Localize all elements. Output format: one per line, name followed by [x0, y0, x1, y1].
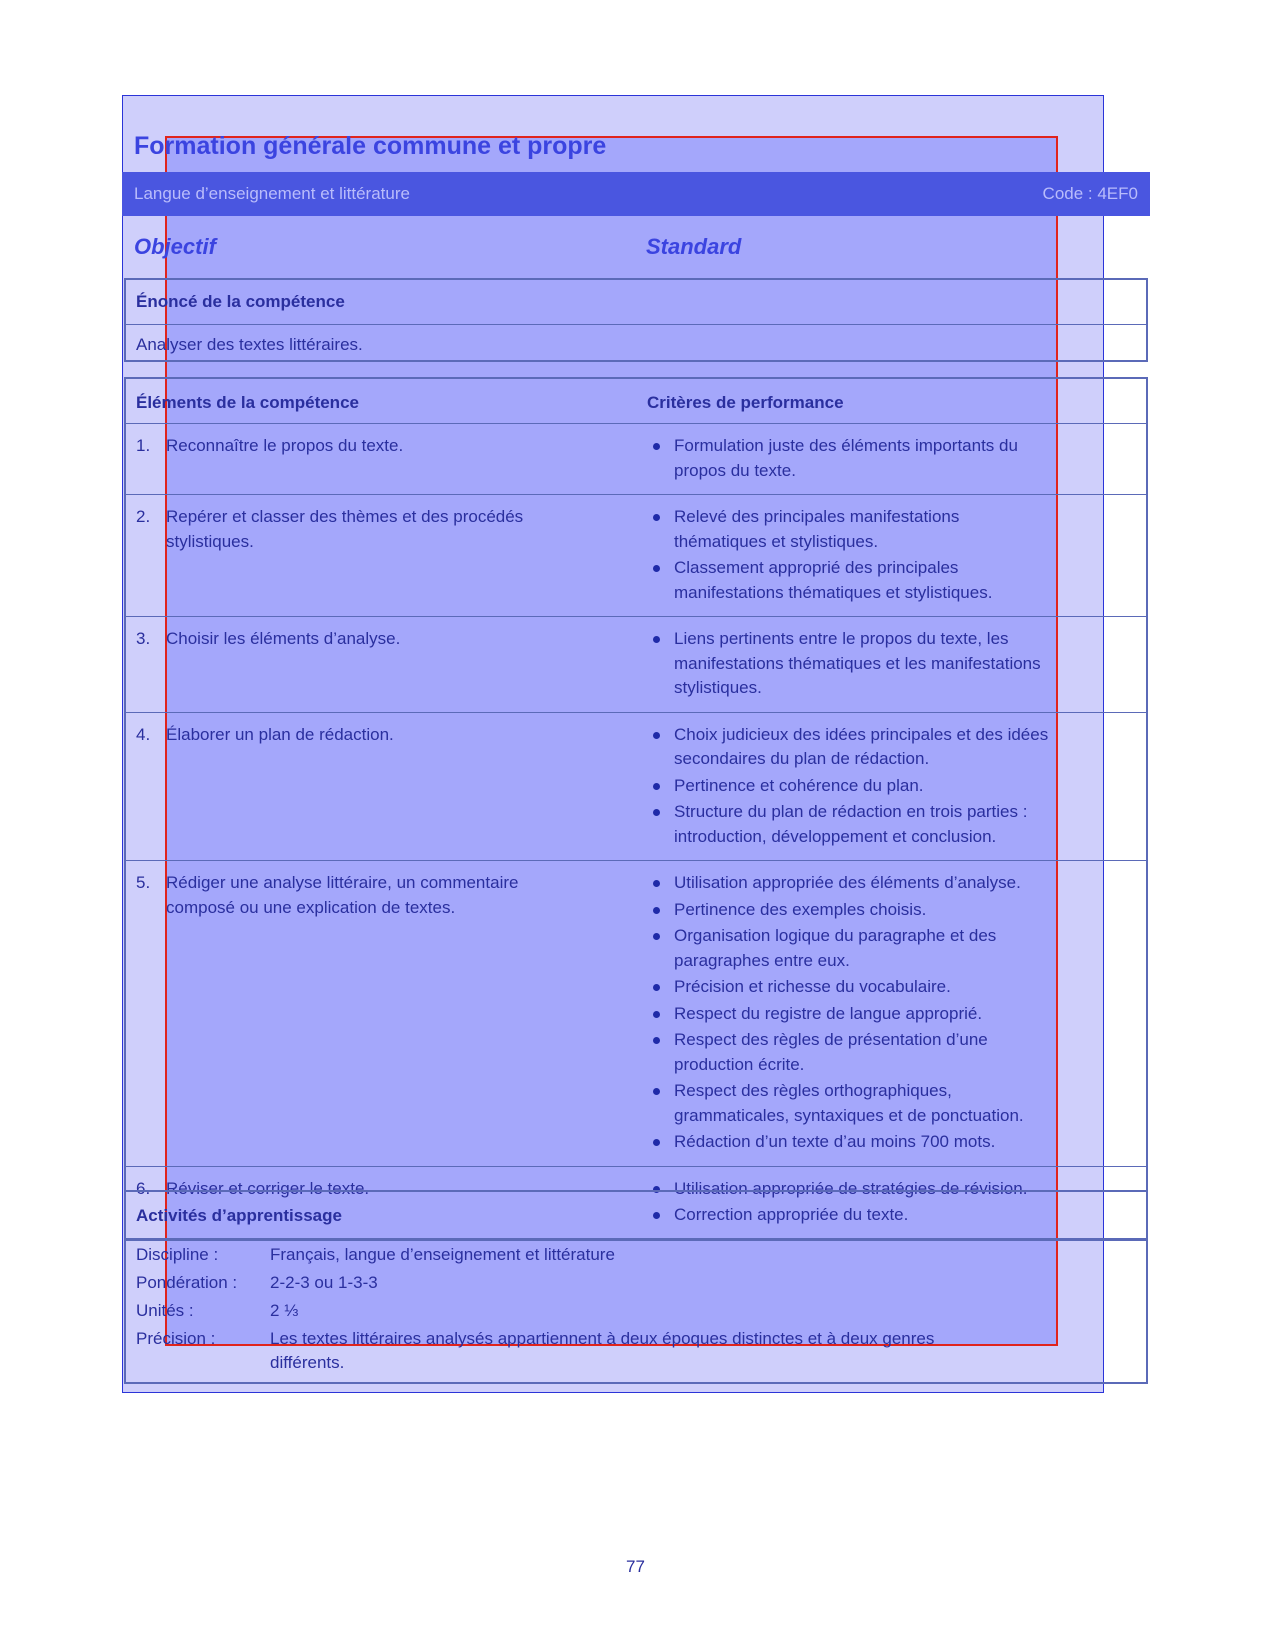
competence-heading: Énoncé de la compétence: [136, 292, 345, 311]
criterion-text: Structure du plan de rédaction en trois parties :: [674, 802, 1028, 821]
weighting-label: Pondération :: [136, 1273, 238, 1292]
criterion-text: paragraphes entre eux.: [674, 950, 850, 970]
criterion-text: Utilisation appropriée des éléments d’analyse.: [674, 873, 1021, 892]
criterion-text: thématiques et stylistiques.: [674, 531, 879, 551]
element-text: Repérer et classer des thèmes et des procédés: [166, 507, 524, 526]
table-row: [126, 860, 1146, 1167]
element-text: Rédiger une analyse littéraire, un commentaire: [166, 873, 519, 892]
criterion-text: Rédaction d’un texte d’au moins 700 mots.: [674, 1132, 996, 1151]
objective-heading: Objectif: [134, 234, 216, 259]
bullet-icon: [653, 783, 660, 790]
course-bar: [122, 172, 1150, 216]
bullet-icon: [653, 732, 660, 739]
criterion-text: secondaires du plan de rédaction.: [674, 749, 930, 768]
weighting-value: 2-2-3 ou 1-3-3: [270, 1273, 378, 1292]
criterion-text: Formulation juste des éléments importants du: [674, 436, 1018, 455]
units-label: Unités :: [136, 1301, 194, 1320]
course-name: Langue d’enseignement et littérature: [134, 184, 410, 203]
standard-heading: Standard: [646, 234, 742, 259]
table-row: [126, 616, 1146, 713]
criterion-text: grammaticales, syntaxiques et de ponctuation.: [674, 1105, 1024, 1125]
criterion-text: Précision et richesse du vocabulaire.: [674, 977, 951, 996]
bullet-icon: [653, 1011, 660, 1018]
element-text: Choisir les éléments d’analyse.: [166, 629, 401, 648]
course-code: Code : 4EF0: [1042, 184, 1138, 203]
element-text: Élaborer un plan de rédaction.: [166, 724, 394, 744]
bullet-icon: [653, 809, 660, 816]
page-number: 77: [626, 1557, 645, 1576]
criterion-text: manifestations thématiques et stylistiques.: [674, 582, 993, 602]
competence-box: [124, 278, 1148, 362]
criterion-text: Pertinence et cohérence du plan.: [674, 775, 924, 795]
criterion-text: production écrite.: [674, 1054, 805, 1074]
bullet-icon: [653, 1088, 660, 1095]
bullet-icon: [653, 514, 660, 521]
criterion-text: Pertinence des exemples choisis.: [674, 899, 927, 919]
criteria-column-header: Critères de performance: [647, 393, 844, 412]
page-title: Formation générale commune et propre: [134, 132, 607, 160]
activities-box: [124, 1190, 1148, 1384]
precision-label: Précision :: [136, 1329, 216, 1348]
table-row: [126, 423, 1146, 495]
element-text: composé ou une explication de textes.: [166, 897, 456, 917]
criterion-text: Relevé des principales manifestations: [674, 507, 960, 526]
criterion-text: Respect des règles orthographiques,: [674, 1081, 952, 1100]
criterion-text: Organisation logique du paragraphe et des: [674, 926, 997, 945]
element-number: 6.: [136, 1178, 151, 1198]
activities-heading: Activités d’apprentissage: [136, 1206, 342, 1225]
elements-table: [124, 377, 1148, 1241]
competence-statement: Analyser des textes littéraires.: [136, 335, 363, 354]
criterion-text: Utilisation appropriée de stratégies de révision.: [674, 1178, 1028, 1198]
element-text: Réviser et corriger le texte.: [166, 1178, 370, 1198]
element-number: 2.: [136, 507, 151, 526]
criterion-text: Respect du registre de langue approprié.: [674, 1003, 983, 1023]
element-text: stylistiques.: [166, 531, 254, 551]
precision-line-2: différents.: [270, 1353, 345, 1372]
discipline-value: Français, langue d’enseignement et littérature: [270, 1245, 615, 1264]
elements-column-header: Éléments de la compétence: [136, 393, 359, 412]
bullet-icon: [653, 565, 660, 572]
units-value: 2 ⅓: [270, 1301, 299, 1320]
bullet-icon: [653, 907, 660, 914]
criterion-text: propos du texte.: [674, 460, 796, 480]
criterion-text: Respect des règles de présentation d’une: [674, 1030, 988, 1049]
criterion-text: Correction appropriée du texte.: [674, 1205, 909, 1224]
criterion-text: Classement approprié des principales: [674, 558, 959, 577]
bullet-icon: [653, 933, 660, 940]
bullet-icon: [653, 880, 660, 887]
table-row: [126, 712, 1146, 862]
element-number: 1.: [136, 436, 151, 455]
criterion-text: stylistiques.: [674, 678, 762, 697]
activities-details: [126, 1238, 1146, 1372]
criterion-text: Liens pertinents entre le propos du texte, les: [674, 629, 1009, 648]
element-number: 3.: [136, 629, 151, 648]
criterion-text: Choix judicieux des idées principales et des idées: [674, 724, 1049, 744]
bullet-icon: [653, 636, 660, 643]
element-number: 4.: [136, 724, 151, 744]
table-row: [126, 494, 1146, 617]
bullet-icon: [653, 443, 660, 450]
element-number: 5.: [136, 873, 151, 892]
bullet-icon: [653, 1139, 660, 1146]
discipline-label: Discipline :: [136, 1245, 219, 1264]
precision-line-1: Les textes littéraires analysés appartiennent à deux époques distinctes et à deux genres: [270, 1329, 935, 1348]
competence-row: [126, 324, 1146, 354]
bullet-icon: [653, 1037, 660, 1044]
element-text: Reconnaître le propos du texte.: [166, 436, 404, 455]
criterion-text: introduction, développement et conclusion.: [674, 826, 997, 846]
bullet-icon: [653, 984, 660, 991]
criterion-text: manifestations thématiques et les manifestations: [674, 653, 1041, 673]
